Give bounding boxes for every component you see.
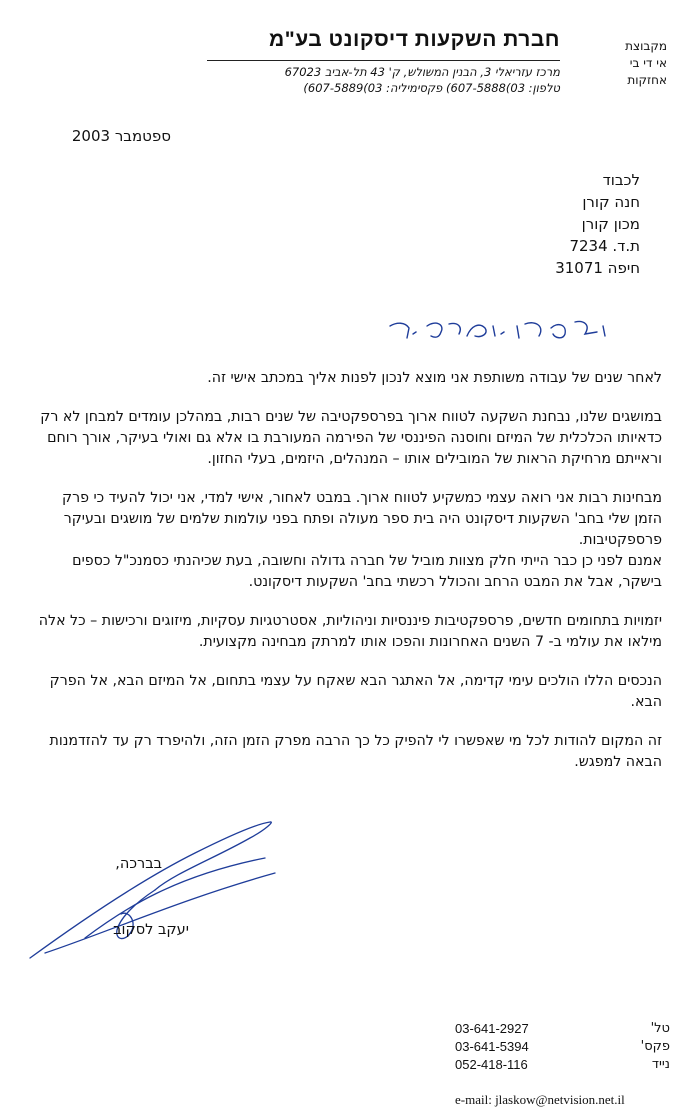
recipient-line: מכון קורן — [581, 215, 640, 233]
letterhead-divider — [207, 60, 560, 61]
company-name: חברת השקעות דיסקונט בע"מ — [269, 28, 560, 51]
signer-name: יעקב לסקוב — [113, 922, 189, 938]
group-line: מקבוצת — [625, 39, 667, 53]
group-line: אי די בי — [629, 56, 667, 70]
handwritten-note — [385, 312, 625, 348]
group-affiliation — [625, 38, 667, 89]
contact-label: פקס' — [640, 1039, 670, 1054]
email-address: e-mail: jlaskow@netvision.net.il — [455, 1092, 625, 1107]
contact-label: נייד — [651, 1057, 670, 1072]
phone-number: 03-641-2927 — [455, 1021, 529, 1036]
contact-block — [455, 1020, 670, 1074]
recipient-line: לכבוד — [602, 171, 640, 189]
contact-row — [455, 1038, 670, 1056]
body-paragraph: מבחינות רבות אני רואה עצמי כמשקיע לטווח ארוך. במבט לאחור, אישי למדי, אני יכול להעיד כי פרק הזמן שלי בחב' השקעות דיסקונט היה בית ספר מעולה ופתח בפני עולמות שלמים של מושגים ובעיקר פרספקטיבות. — [62, 490, 662, 548]
recipient-block — [555, 169, 640, 279]
body-paragraph: זה המקום להודות לכל מי שאפשרו לי להפיק כל כך הרבה מפרק הזמן הזה, ולהיפרד רק עד להזדמנות הבאה למפגש. — [49, 733, 662, 770]
letter-date: ספטמבר 2003 — [71, 127, 171, 145]
phone-fax-line: טלפון: 03)607-5888) פקסימיליה: 03)607-5889) — [303, 81, 560, 95]
contact-row — [455, 1056, 670, 1074]
address-line: מרכז עזריאלי 3, הבנין המשולש, ק' 43 תל-אביב 67023 — [284, 65, 560, 79]
fax-number: 03-641-5394 — [455, 1039, 529, 1054]
group-line: אחזקות — [627, 73, 667, 87]
body-paragraph: הנכסים הללו הולכים עימי קדימה, אל האתגר הבא שאקח על עצמי בתחום, אל המיזם הבא, אל הפרק הבא. — [49, 673, 662, 710]
recipient-line: חנה קורן — [582, 193, 640, 211]
body-paragraph: אמנם לפני כן כבר הייתי חלק מצוות מוביל של חברה גדולה וחשובה, בעת שכיהנתי כסמנכ"ל כספים בישקר, אבל את המבט הרחב והכולל רכשתי בחב' השקעות דיסקונט. — [72, 553, 662, 590]
body-paragraph: יזמויות בתחומים חדשים, פרספקטיבות פיננסיות וניהוליות, אסטרטגיות עסקיות, מיזוגים ורכישות – כל אלה מילאו את עולמי ב- 7 השנים האחרונות והפכו אותו למרתק מבחינה מקצועית. — [38, 613, 662, 650]
contact-label: טל' — [650, 1021, 670, 1036]
recipient-line: חיפה 31071 — [555, 259, 640, 277]
mobile-number: 052-418-116 — [455, 1057, 528, 1072]
body-paragraph: לאחר שנים של עבודה משותפת אני מוצא לנכון לפנות אליך במכתב אישי זה. — [207, 370, 662, 386]
letter-body — [34, 368, 662, 791]
company-address — [285, 64, 560, 96]
closing: בברכה, — [115, 856, 162, 872]
recipient-line: ת.ד. 7234 — [569, 237, 640, 255]
signature-image — [25, 818, 285, 968]
body-paragraph: במושגים שלנו, נבחנת השקעה לטווח ארוך בפרספקטיבה של שנים רבות, במהלכן עומדים למבחן לא רק כדאיותו הכלכלית של המיזם וחוסנה הפיננסי של הפירמה המעורבת בו אלא גם ואולי בעיקר, אורך רוחם וראייתם מרחיקת הראות של המובילים אותו – המנהלים, היזמים, בעלי החזון. — [40, 409, 662, 467]
contact-row — [455, 1020, 670, 1038]
